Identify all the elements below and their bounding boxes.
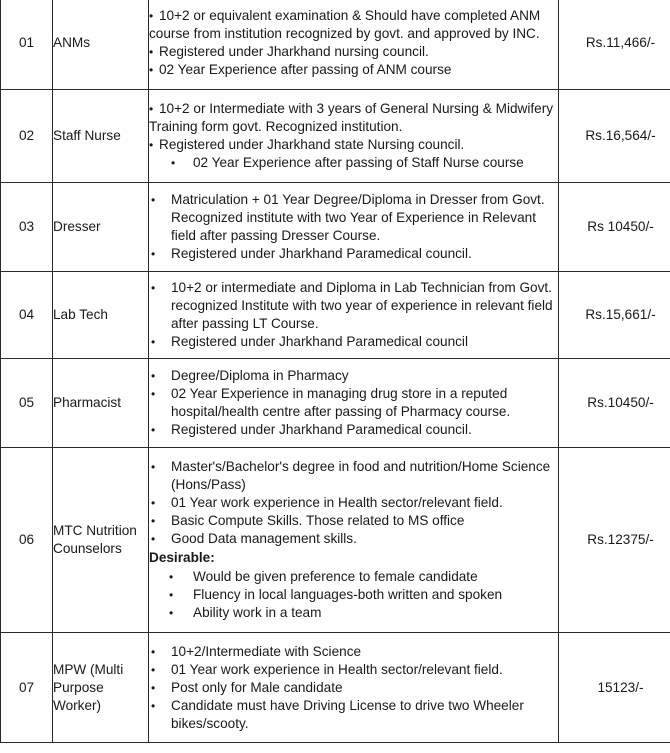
qualification-cell (149, 0, 559, 90)
requirement-list (149, 7, 558, 79)
post-name: MPW (Multi Purpose Worker) (53, 633, 149, 743)
table-row (1, 272, 670, 359)
serial-number: 05 (1, 359, 53, 448)
qualification-cell (149, 633, 559, 743)
serial-number: 02 (1, 90, 53, 183)
desirable-item: • Fluency in local languages-both written and spoken (169, 587, 503, 602)
bullet-icon: • (151, 662, 156, 677)
requirement-list (149, 458, 558, 548)
serial-number: 03 (1, 183, 53, 272)
salary: Rs.16,564/- (559, 90, 670, 183)
requirement-item: • 01 Year work experience in Health sector/relevant field. (151, 495, 503, 510)
requirement-item: • Candidate must have Driving License to drive two Wheeler bikes/scooty. (151, 697, 524, 731)
bullet-icon: • (149, 102, 154, 116)
bullet-icon: • (169, 588, 174, 602)
desirable-list (149, 568, 558, 622)
bullet-icon: • (149, 63, 154, 77)
requirement-list (149, 154, 558, 172)
table-row (1, 359, 670, 448)
bullet-icon: • (149, 45, 154, 59)
bullet-icon: • (169, 606, 174, 620)
serial-number: 04 (1, 272, 53, 359)
requirement-list (149, 191, 558, 263)
bullet-icon: • (151, 460, 156, 474)
requirement-list (149, 100, 558, 154)
bullet-icon: • (149, 9, 154, 23)
requirement-item: • Registered under Jharkhand state Nursing council. (149, 137, 465, 152)
bullet-icon: • (151, 514, 156, 528)
serial-number: 07 (1, 633, 53, 743)
desirable-item: • Would be given preference to female candidate (169, 569, 478, 584)
requirement-item: • 02 Year Experience after passing of Staff Nurse course (171, 155, 524, 170)
bullet-icon: • (151, 369, 156, 383)
requirement-item: • 01 Year work experience in Health sector/relevant field. (151, 661, 503, 677)
post-name: Dresser (53, 183, 149, 272)
serial-number: 06 (1, 448, 53, 633)
qualification-cell (149, 183, 559, 272)
requirement-item: • Registered under Jharkhand Paramedical council. (151, 422, 472, 437)
requirement-item: • Master's/Bachelor's degree in food and nutrition/Home Science (Hons/Pass) (151, 459, 551, 492)
bullet-icon: • (151, 680, 156, 695)
requirement-item: • 02 Year Experience in managing drug store in a reputed hospital/health centre after passing of Pharmacy course. (151, 386, 511, 419)
qualification-cell (149, 90, 559, 183)
requirement-item: • Degree/Diploma in Pharmacy (151, 368, 349, 383)
bullet-icon: • (149, 138, 154, 152)
requirement-item: • 02 Year Experience after passing of ANM course (149, 62, 452, 77)
qualification-cell (149, 359, 559, 448)
requirement-item: • Basic Compute Skills. Those related to MS office (151, 513, 465, 528)
requirement-item: • Matriculation + 01 Year Degree/Diploma in Dresser from Govt. Recognized institute with two Year of Experience in Relevant field after passing Dresser Course. (151, 192, 545, 243)
requirement-item: • Good Data management skills. (151, 531, 357, 546)
salary: Rs 10450/- (559, 183, 670, 272)
post-name: Pharmacist (53, 359, 149, 448)
post-name: ANMs (53, 0, 149, 90)
desirable-item: • Ability work in a team (169, 605, 322, 620)
bullet-icon: • (151, 496, 156, 510)
bullet-icon: • (171, 156, 176, 170)
desirable-heading: Desirable: (149, 550, 215, 565)
post-name: MTC Nutrition Counselors (53, 448, 149, 633)
table-row (1, 633, 670, 743)
salary: Rs.11,466/- (559, 0, 670, 90)
table-row (1, 183, 670, 272)
requirement-item: • Registered under Jharkhand Paramedical council (151, 334, 468, 349)
salary: Rs.15,661/- (559, 272, 670, 359)
bullet-icon: • (151, 423, 156, 437)
requirement-item: • 10+2 or Intermediate with 3 years of General Nursing & Midwifery Training form govt. Recognized institution. (149, 101, 554, 134)
bullet-icon: • (151, 281, 156, 295)
requirement-item: • Registered under Jharkhand nursing council. (149, 44, 429, 59)
bullet-icon: • (151, 387, 156, 401)
bullet-icon: • (151, 247, 156, 261)
requirement-list (149, 367, 558, 439)
bullet-icon: • (151, 193, 156, 207)
table-row (1, 0, 670, 90)
post-name: Lab Tech (53, 272, 149, 359)
salary: Rs.12375/- (559, 448, 670, 633)
table-row (1, 448, 670, 633)
salary: Rs.10450/- (559, 359, 670, 448)
bullet-icon: • (151, 644, 156, 659)
serial-number: 01 (1, 0, 53, 90)
requirement-list (149, 643, 558, 733)
requirement-item: • 10+2 or intermediate and Diploma in Lab Technician from Govt. recognized Institute with two year of experience in relevant field after passing LT Course. (151, 280, 553, 331)
bullet-icon: • (151, 335, 156, 349)
qualification-cell (149, 448, 559, 633)
requirement-item: • 10+2 or equivalent examination & Should have completed ANM course from institution recognized by govt. and approved by INC. (149, 8, 541, 41)
qualification-cell (149, 272, 559, 359)
requirement-item: • Registered under Jharkhand Paramedical council. (151, 246, 472, 261)
requirement-item: • Post only for Male candidate (151, 679, 343, 695)
bullet-icon: • (151, 698, 156, 713)
salary: 15123/- (559, 633, 670, 743)
requirement-item: • 10+2/Intermediate with Science (151, 643, 362, 659)
requirement-list (149, 279, 558, 351)
post-name: Staff Nurse (53, 90, 149, 183)
bullet-icon: • (169, 570, 174, 584)
bullet-icon: • (151, 532, 156, 546)
table-row (1, 90, 670, 183)
